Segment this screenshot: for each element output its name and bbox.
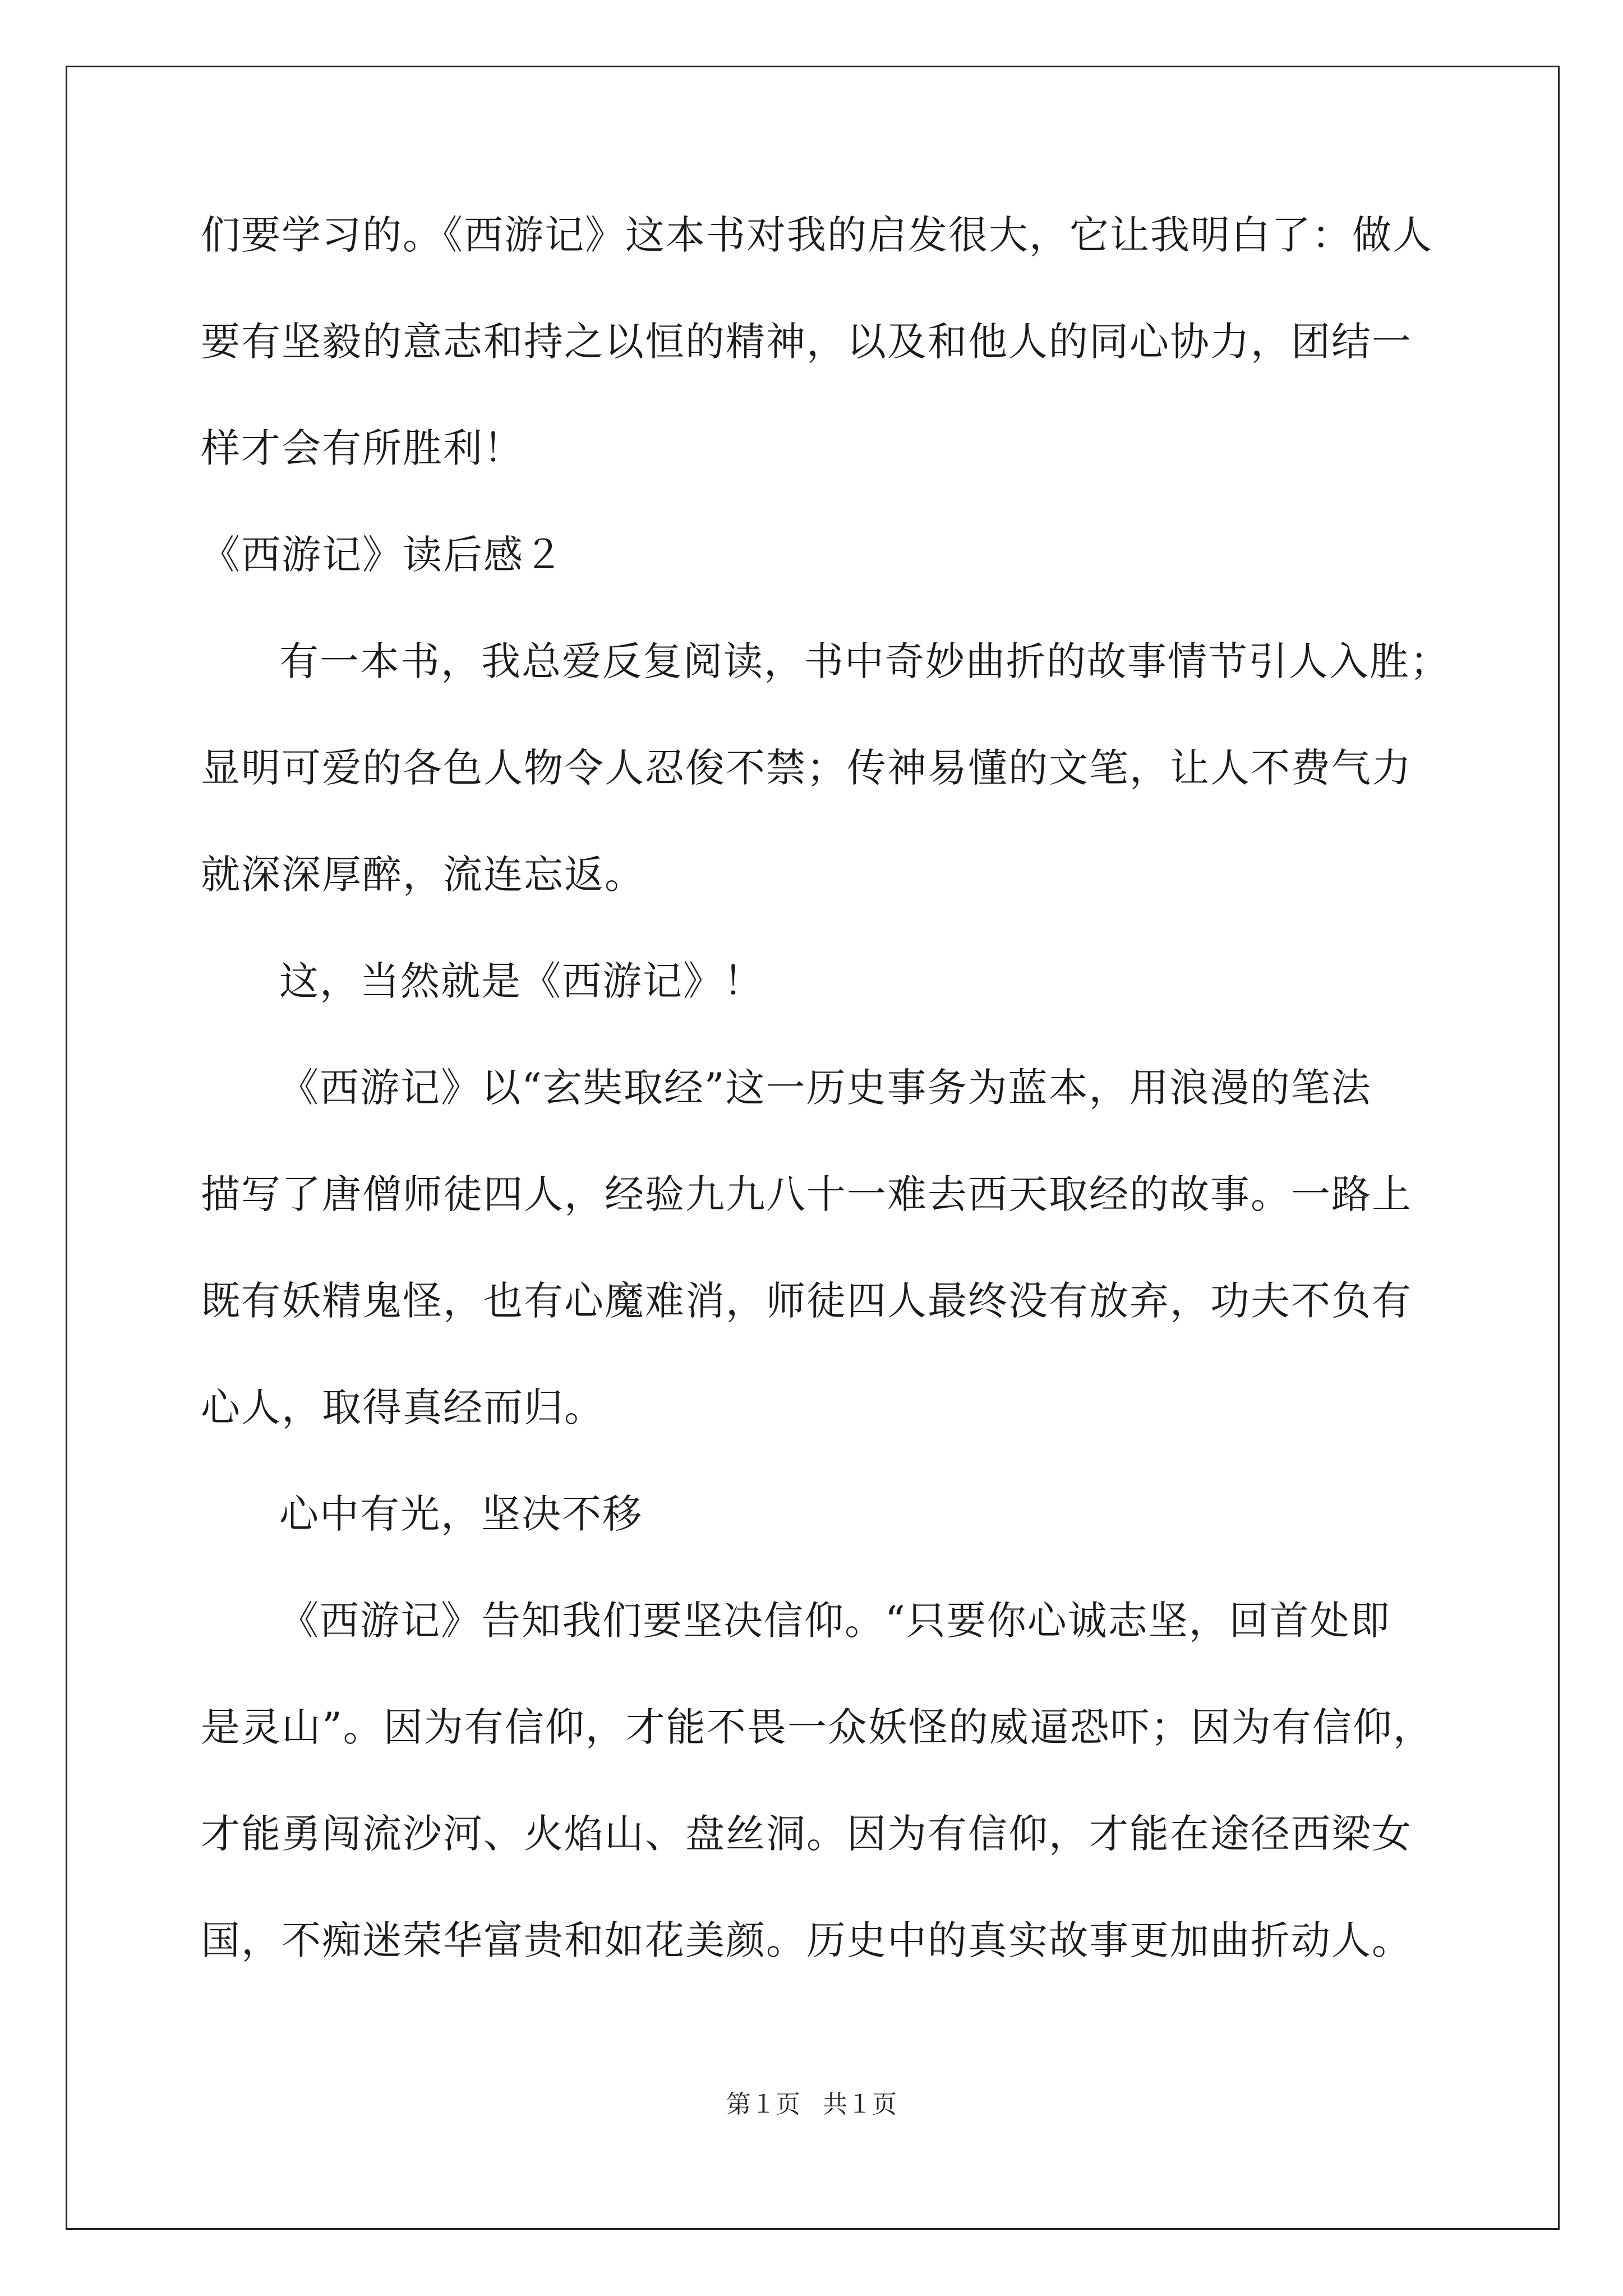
page-total: 共１页 — [823, 2090, 897, 2119]
paragraph-line: 显明可爱的各色人物令人忍俊不禁；传神易懂的文笔，让人不费气力 — [201, 745, 1412, 791]
page-number: 第１页 — [726, 2090, 800, 2119]
paragraph-line: 既有妖精鬼怪，也有心魔难消，师徒四人最终没有放弃，功夫不负有 — [201, 1278, 1412, 1324]
subheading: 心中有光，坚决不移 — [279, 1491, 643, 1537]
section-heading: 《西游记》读后感２ — [201, 532, 564, 578]
page-footer — [0, 2088, 1623, 2122]
paragraph-line: 《西游记》以“玄奘取经”这一历史事务为蓝本，用浪漫的笔法 — [279, 1065, 1372, 1111]
paragraph-line: 描写了唐僧师徒四人，经验九九八十一难去西天取经的故事。一路上 — [201, 1171, 1412, 1217]
paragraph-line: 才能勇闯流沙河、火焰山、盘丝洞。因为有信仰，才能在途径西梁女 — [201, 1811, 1412, 1857]
paragraph-line: 这，当然就是《西游记》！ — [279, 958, 764, 1004]
paragraph-line: 《西游记》告知我们要坚决信仰。“只要你心诚志坚，回首处即 — [279, 1598, 1391, 1644]
paragraph-line: 心人，取得真经而归。 — [201, 1384, 605, 1430]
paragraph-line: 是灵山”。因为有信仰，才能不畏一众妖怪的威逼恐吓；因为有信仰， — [201, 1704, 1433, 1750]
paragraph-line: 有一本书，我总爱反复阅读，书中奇妙曲折的故事情节引人入胜； — [279, 638, 1450, 684]
paragraph-line: 样才会有所胜利！ — [201, 425, 524, 471]
paragraph-line: 们要学习的。《西游记》这本书对我的启发很大，它让我明白了：做人 — [201, 212, 1433, 258]
page-border — [66, 66, 1560, 2230]
paragraph-line: 国，不痴迷荣华富贵和如花美颜。历史中的真实故事更加曲折动人。 — [201, 1917, 1412, 1963]
paragraph-line: 就深深厚醉，流连忘返。 — [201, 852, 645, 898]
paragraph-line: 要有坚毅的意志和持之以恒的精神，以及和他人的同心协力，团结一 — [201, 319, 1412, 365]
